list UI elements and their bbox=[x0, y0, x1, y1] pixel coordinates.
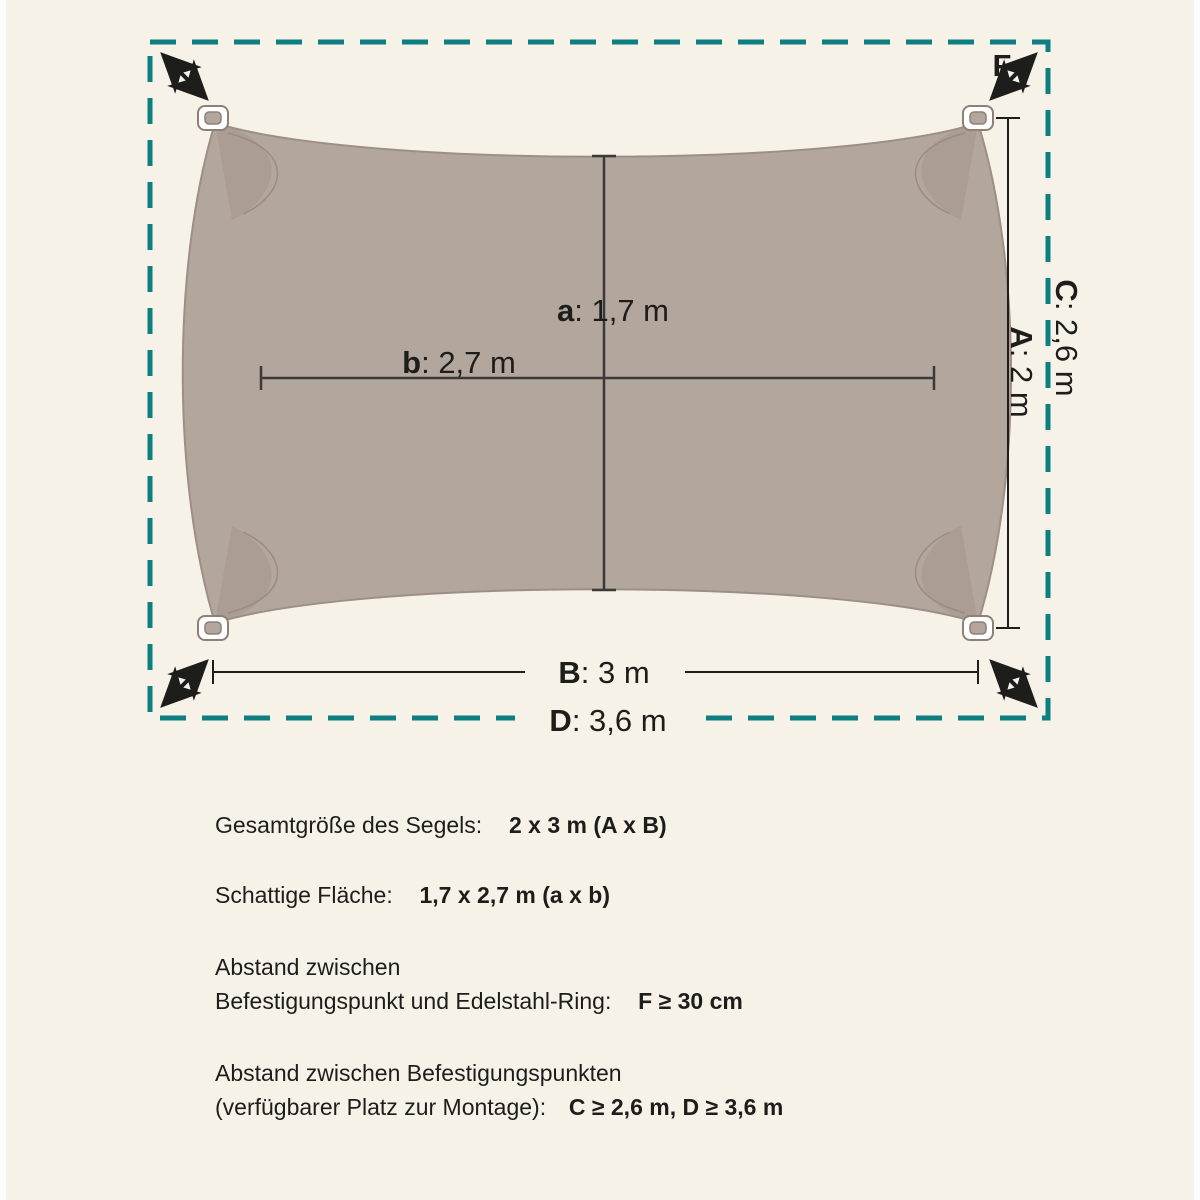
label-B-value: 3 m bbox=[597, 655, 650, 690]
spec-shaded-area-value: 1,7 x 2,7 m (a x b) bbox=[419, 882, 610, 908]
label-D-colon: : bbox=[571, 703, 590, 738]
label-C-group bbox=[1049, 279, 1084, 396]
label-b-colon: : bbox=[421, 345, 439, 380]
label-b-name: b bbox=[402, 345, 422, 380]
label-A-value: 2 m bbox=[1004, 365, 1039, 418]
spec-total-size-label: Gesamtgröße des Segels: bbox=[215, 812, 483, 838]
spec-distance-point-ring-line1 bbox=[215, 952, 400, 983]
label-C-value: 2,6 m bbox=[1049, 319, 1084, 397]
dimension-arrow-F-top-left bbox=[163, 55, 206, 98]
label-b-value: 2,7 m bbox=[438, 345, 516, 380]
label-D-name: D bbox=[549, 703, 572, 738]
label-D-value: 3,6 m bbox=[589, 703, 667, 738]
steel-ring-bottom-right bbox=[963, 616, 993, 640]
shade-sail-body bbox=[183, 123, 1011, 623]
steel-ring-bottom-left bbox=[198, 616, 228, 640]
specifications-list bbox=[0, 770, 1200, 1200]
spec-distance-point-ring-label-line2: Befestigungspunkt und Edelstahl-Ring: bbox=[215, 988, 612, 1014]
dimension-arrow-F-bottom-right bbox=[992, 662, 1035, 705]
label-F: F bbox=[992, 48, 1012, 83]
spec-total-size bbox=[215, 810, 667, 841]
spec-distance-between-points-value: C ≥ 2,6 m, D ≥ 3,6 m bbox=[568, 1094, 784, 1120]
spec-shaded-area bbox=[215, 880, 610, 911]
spec-shaded-area-label: Schattige Fläche: bbox=[215, 882, 393, 908]
label-b-group bbox=[402, 345, 516, 380]
label-a-group bbox=[557, 293, 669, 328]
label-C-colon: : bbox=[1049, 301, 1084, 320]
label-a-colon: : bbox=[574, 293, 592, 328]
label-B-colon: : bbox=[580, 655, 598, 690]
spec-total-size-value: 2 x 3 m (A x B) bbox=[508, 812, 667, 838]
spec-distance-point-ring-value: F ≥ 30 cm bbox=[638, 988, 743, 1014]
label-B-name: B bbox=[558, 655, 581, 690]
spec-distance-between-points-line1 bbox=[215, 1058, 622, 1089]
spec-distance-between-points-label-line2: (verfügbarer Platz zur Montage): bbox=[215, 1094, 547, 1120]
spec-distance-point-ring-label-line1: Abstand zwischen bbox=[215, 954, 401, 980]
label-a-name: a bbox=[556, 293, 575, 328]
label-C-name: C bbox=[1049, 279, 1084, 302]
label-B-group bbox=[558, 655, 649, 690]
spec-distance-between-points-line2 bbox=[215, 1092, 783, 1123]
label-a-value: 1,7 m bbox=[591, 293, 670, 328]
label-A-group bbox=[1004, 326, 1039, 417]
label-A-name: A bbox=[1004, 326, 1039, 349]
spec-distance-point-ring-line2 bbox=[215, 986, 743, 1017]
spec-distance-between-points-label-line1: Abstand zwischen Befestigungspunkten bbox=[215, 1060, 622, 1086]
steel-ring-top-right bbox=[963, 106, 993, 130]
label-A-colon: : bbox=[1004, 348, 1039, 366]
label-D-group bbox=[549, 703, 666, 738]
dimension-arrow-F-bottom-left bbox=[163, 662, 206, 705]
steel-ring-top-left bbox=[198, 106, 228, 130]
